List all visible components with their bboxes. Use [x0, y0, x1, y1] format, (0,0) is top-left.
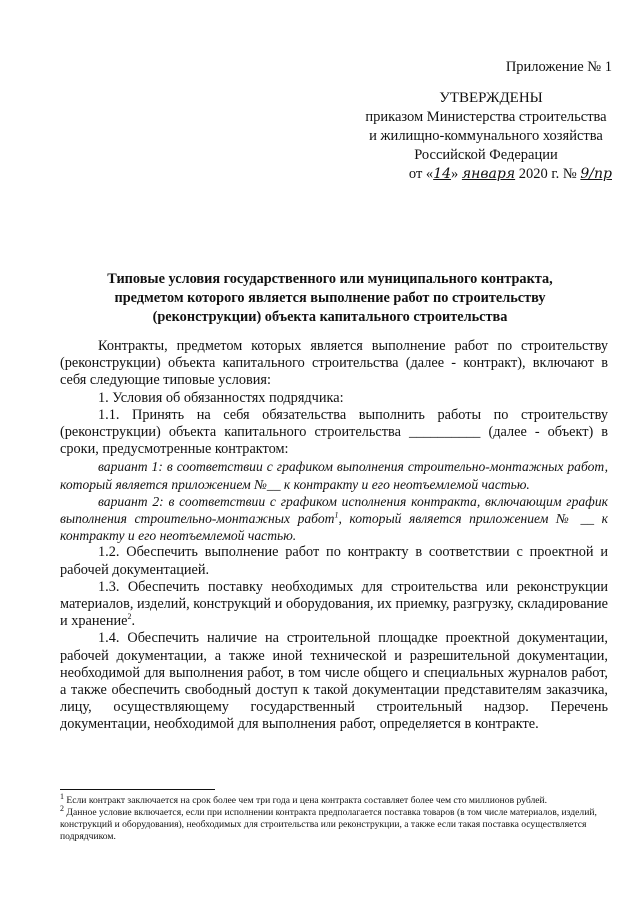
footnote-2: [60, 803, 608, 843]
footnote-divider: [60, 789, 215, 790]
approval-block: [330, 58, 612, 184]
annex-label: Приложение № 1: [505, 59, 612, 75]
variant-2-text-end: , который является приложением № __ к контракту и его неотъемлемой частью.: [60, 511, 609, 544]
footnote-1-text: Если контракт заключается на срок более чем три года и цена контракта составляет более чем сто миллионов рублей.: [64, 795, 548, 806]
footnote-1-mark: 1: [60, 791, 64, 801]
approval-stamp: УТВЕРЖДЕНЫ: [439, 90, 543, 106]
item-1: 1. Условия об обязанностях подрядчика:: [98, 389, 344, 406]
approval-date-line: [330, 165, 612, 184]
approval-line-3: Российской Федерации: [414, 147, 558, 163]
document-title: [60, 270, 600, 327]
date-prefix: от «: [408, 166, 434, 182]
approval-line-2: и жилищно-коммунального хозяйства: [369, 128, 603, 144]
variant-2-text: вариант 2: в соответствии с графиком исполнения контракта, включающим график выполнения строительно-монтажных работ: [60, 493, 608, 527]
approval-line-1: приказом Министерства строительства: [365, 109, 607, 125]
order-number-handwritten: 9/пр: [580, 166, 612, 182]
title-line-3: (реконструкции) объекта капитального строительства: [152, 309, 508, 325]
footnote-2-mark: 2: [60, 803, 64, 813]
intro-paragraph: Контракты, предметом которых является выполнение работ по строительству (реконструкции) объекта капитального строительства (далее - контракт), включают в себя следующие типовые условия:: [60, 338, 608, 389]
footnote-2-text: Данное условие включается, если при исполнении контракта предполагается поставка товаров (в том числе материалов, изделий, конструкций и оборудования), необходимых для строительства или реконструкции, а также если такая поставка осуществляется подрядчиком.: [60, 807, 597, 842]
item-1-3-end: .: [131, 613, 136, 630]
footnote-ref-1: 1: [334, 510, 339, 520]
footnote-ref-2: 2: [127, 612, 132, 622]
item-1-3: [60, 579, 608, 631]
item-1-2: 1.2. Обеспечить выполнение работ по контракту в соответствии с проектной и рабочей документацией.: [60, 544, 608, 578]
variant-1: вариант 1: в соответствии с графиком выполнения строительно-монтажных работ, который является приложением №__ к контракту и его неотъемлемой частью.: [60, 459, 608, 492]
title-line-2: предметом которого является выполнение работ по строительству: [114, 290, 546, 306]
title-line-1: Типовые условия государственного или муниципального контракта,: [107, 271, 553, 287]
date-day-handwritten: 14: [433, 166, 452, 182]
item-1-3-text: 1.3. Обеспечить поставку необходимых для строительства или реконструкции материалов, изделий, конструкций и оборудования, их приемку, разгрузку, складирование и хранение: [60, 578, 608, 630]
date-mid: »: [451, 166, 462, 182]
date-month-handwritten: января: [461, 166, 516, 182]
footnote-1: [60, 791, 608, 807]
item-1-4: 1.4. Обеспечить наличие на строительной площадке проектной документации, рабочей документации, а также иной технической и разрешительной документации, необходимой для выполнения работ, в том числе общего и специальных журналов работ, а также обеспечить свободный доступ к такой документации представителям заказчика, лицу, осуществляющему государственный строительный надзор. Перечень документации, необходимой для выполнения работ, определяется в контракте.: [60, 630, 608, 733]
variant-2: [60, 493, 608, 545]
footnotes: [60, 791, 608, 843]
document-body: [60, 338, 608, 734]
item-1-1: 1.1. Принять на себя обязательства выполнить работы по строительству (реконструкции) объекта капитального строительства __________ (далее - объект) в сроки, предусмотренные контрактом:: [60, 406, 608, 458]
date-year: 2020 г. №: [515, 166, 581, 182]
